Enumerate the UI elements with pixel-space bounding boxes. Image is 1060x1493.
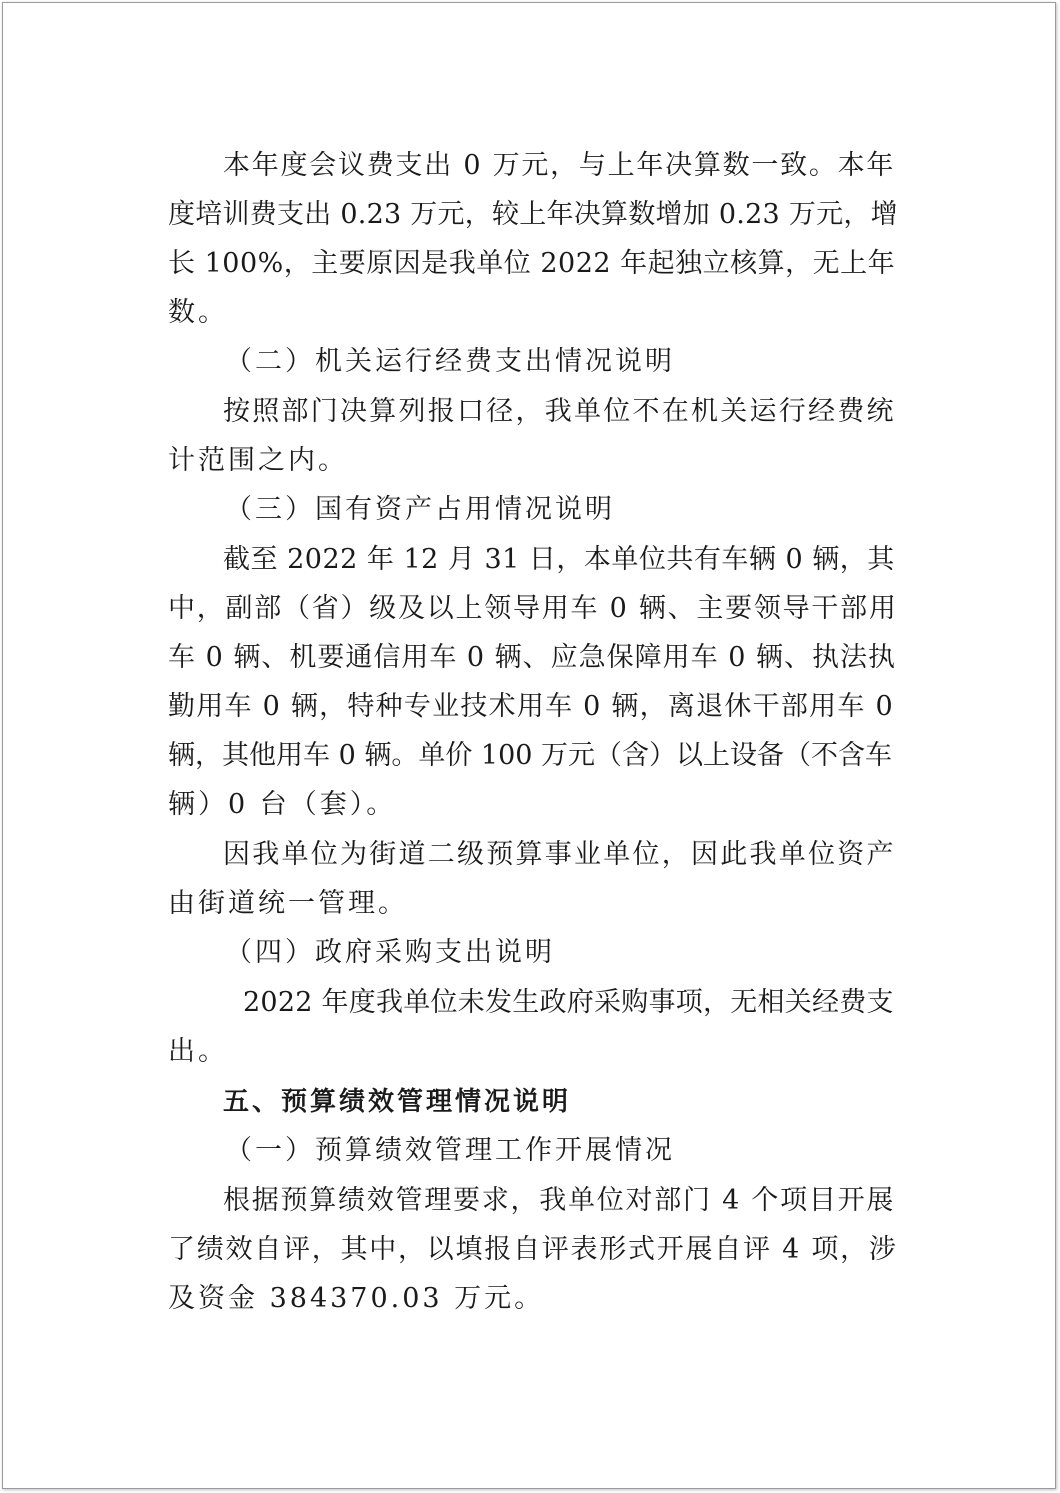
text-line: 度培训费支出 0.23 万元，较上年决算数增加 0.23 万元，增 [168,199,898,230]
section-heading: （一）预算绩效管理工作开展情况 [225,1135,675,1166]
text-line: 出。 [168,1036,228,1067]
text-line: 数。 [168,297,228,328]
text-line: 按照部门决算列报口径，我单位不在机关运行经费统 [223,396,896,427]
text-line: 计范围之内。 [168,445,348,476]
text-line: 辆，其他用车 0 辆。单价 100 万元（含）以上设备（不含车 [168,740,893,771]
text-line: 长 100%，主要原因是我单位 2022 年起独立核算，无上年 [168,248,896,279]
text-line: 根据预算绩效管理要求，我单位对部门 4 个项目开展 [223,1185,896,1216]
text-line: 勤用车 0 辆，特种专业技术用车 0 辆，离退休干部用车 0 [168,691,894,722]
section-heading: （二）机关运行经费支出情况说明 [225,346,675,377]
document-page [2,2,1056,1489]
text-line: 由街道统一管理。 [168,888,408,919]
text-line: 本年度会议费支出 0 万元，与上年决算数一致。本年 [223,150,896,181]
section-heading: （三）国有资产占用情况说明 [225,494,615,525]
text-line: 中，副部（省）级及以上领导用车 0 辆、主要领导干部用 [168,593,898,624]
text-line: 截至 2022 年 12 月 31 日，本单位共有车辆 0 辆，其 [223,544,895,575]
chapter-heading: 五、预算绩效管理情况说明 [223,1087,572,1117]
text-line: 2022 年度我单位未发生政府采购事项，无相关经费支 [243,987,894,1018]
text-line: 辆）0 台（套）。 [168,789,397,820]
section-heading: （四）政府采购支出说明 [225,937,555,968]
text-line: 及资金 384370.03 万元。 [168,1283,545,1314]
text-line: 了绩效自评，其中，以填报自评表形式开展自评 4 项，涉 [168,1234,898,1265]
text-line: 车 0 辆、机要通信用车 0 辆、应急保障用车 0 辆、执法执 [168,642,897,673]
text-line: 因我单位为街道二级预算事业单位，因此我单位资产 [223,839,896,870]
